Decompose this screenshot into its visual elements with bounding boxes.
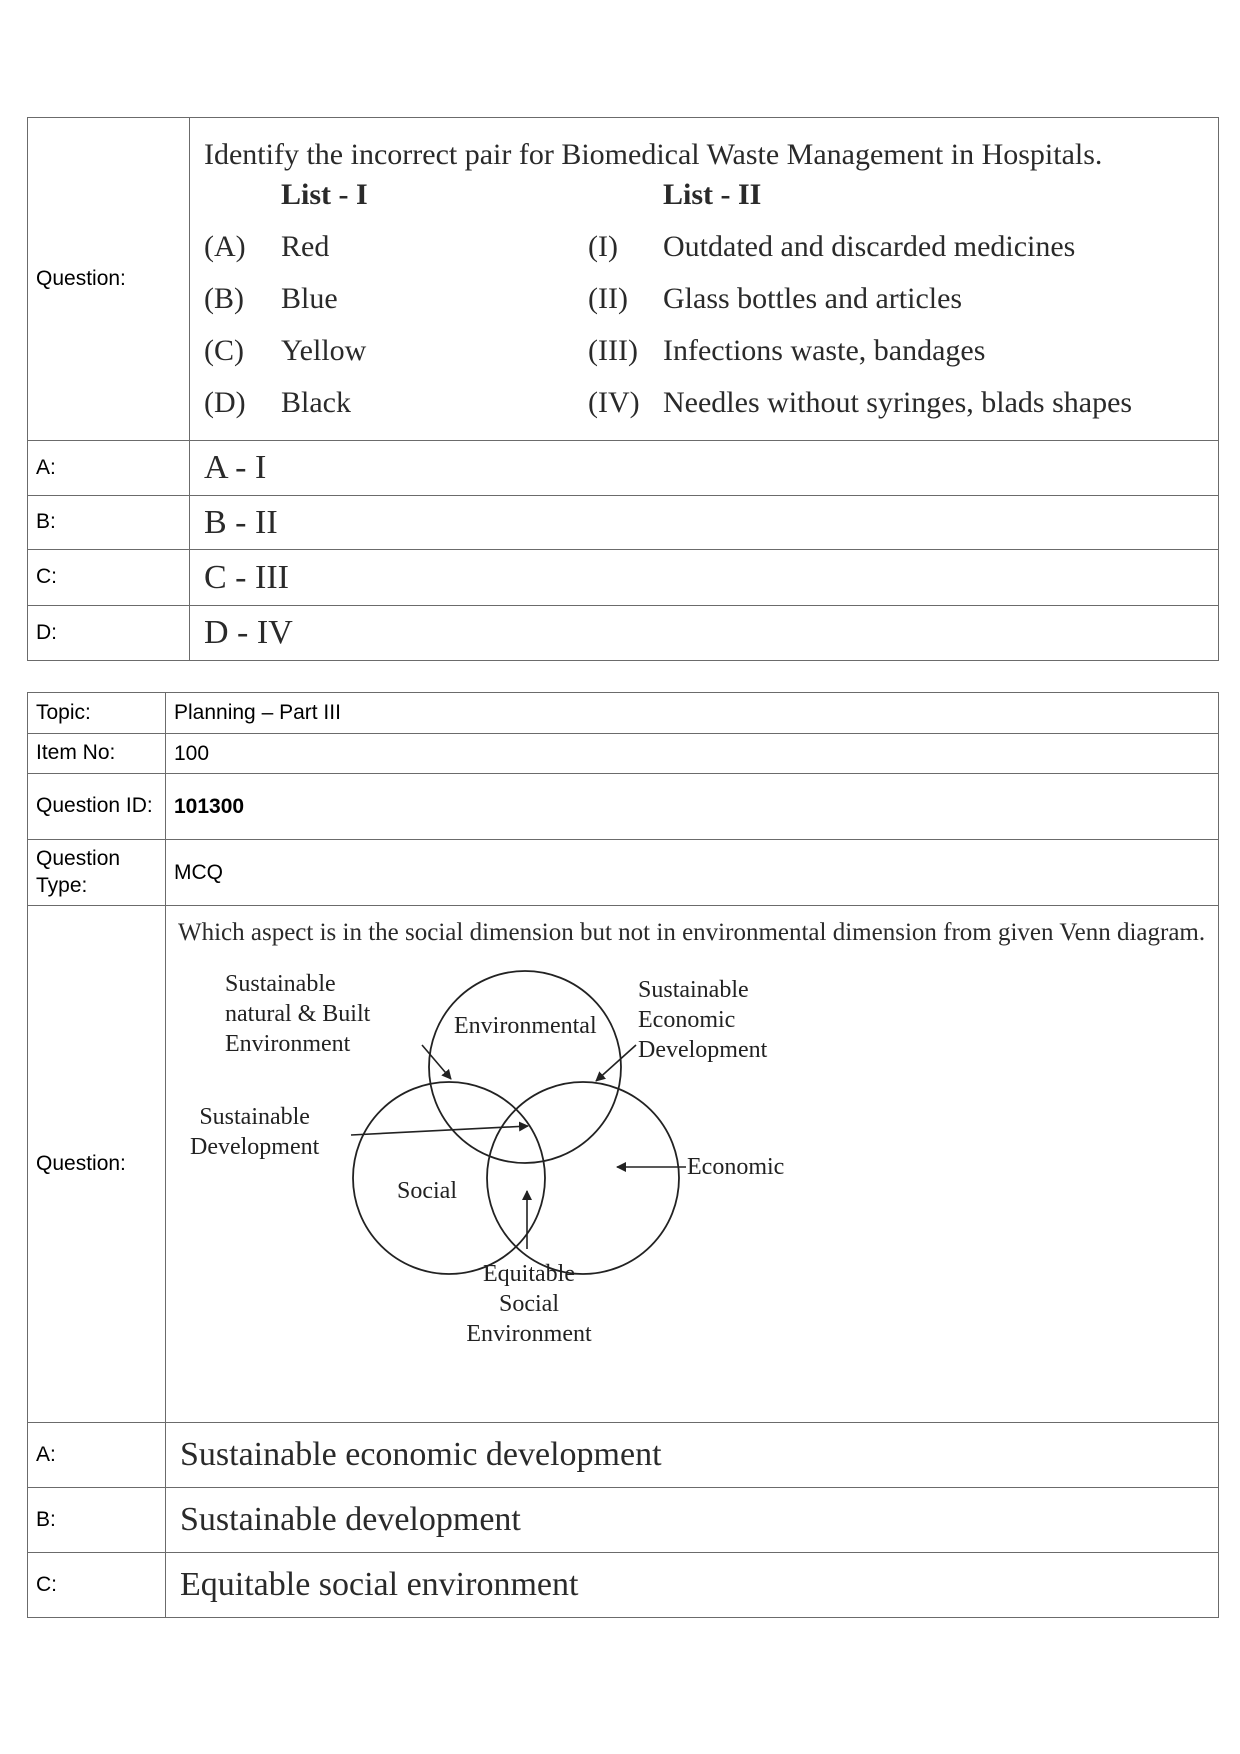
question-2-body: [166, 906, 1219, 1423]
option-label: C:: [28, 550, 190, 606]
question-1-text: Identify the incorrect pair for Biomedical Waste Management in Hospitals.: [204, 138, 1103, 171]
environmental-label: Environmental: [454, 1013, 597, 1039]
option-row[interactable]: [28, 550, 1219, 606]
list-1-value: Black: [281, 386, 351, 419]
question-1-body: [190, 118, 1219, 441]
arrow-sd: [351, 1126, 528, 1135]
arrow-sed: [596, 1045, 636, 1081]
option-label: B:: [28, 496, 190, 550]
list-1-header: List - I: [281, 178, 368, 211]
question-id-value: 101300: [166, 774, 1219, 840]
question-id-label: Question ID:: [28, 774, 166, 840]
option-row[interactable]: [28, 441, 1219, 496]
topic-value: Planning – Part III: [166, 693, 1219, 734]
option-label: A:: [28, 1423, 166, 1488]
list-2-value: Glass bottles and articles: [663, 282, 963, 315]
question-2-table: [27, 692, 1219, 1618]
question-2-text: Which aspect is in the social dimension but not in environmental dimension from given Venn diagram.: [178, 919, 1206, 946]
question-1-table: [27, 117, 1219, 661]
list-2-value: Outdated and discarded medicines: [663, 230, 1076, 263]
list-2-key: (II): [588, 282, 628, 315]
economic-label: Economic: [687, 1154, 785, 1180]
question-type-value: MCQ: [166, 840, 1219, 906]
match-list: [190, 172, 1218, 430]
item-no-value: 100: [166, 734, 1219, 774]
list-2-key: (III): [588, 334, 638, 367]
topic-label: Topic:: [28, 693, 166, 734]
option-row[interactable]: [28, 1488, 1219, 1553]
option-text: Sustainable development: [166, 1488, 1219, 1553]
venn-diagram: [166, 951, 1218, 1391]
list-1-value: Blue: [281, 282, 338, 315]
option-row[interactable]: [28, 1423, 1219, 1488]
list-1-key: (A): [204, 230, 246, 263]
arrow-snbe: [422, 1045, 451, 1079]
option-text: Sustainable economic development: [166, 1423, 1219, 1488]
list-1-value: Yellow: [281, 334, 367, 367]
list-2-key: (I): [588, 230, 618, 263]
option-row[interactable]: [28, 496, 1219, 550]
sed-label: Sustainable Economic Development: [638, 977, 768, 1063]
list-2-value: Needles without syringes, blads shapes: [663, 386, 1133, 419]
option-text: Equitable social environment: [166, 1553, 1219, 1618]
sd-label: Sustainable Development: [190, 1104, 320, 1160]
question-label: Question:: [28, 118, 190, 441]
list-2-value: Infections waste, bandages: [663, 334, 986, 367]
list-2-header: List - II: [663, 178, 762, 211]
list-1-key: (B): [204, 282, 244, 315]
environmental-circle: [429, 971, 621, 1163]
option-label: C:: [28, 1553, 166, 1618]
item-no-label: Item No:: [28, 734, 166, 774]
option-label: B:: [28, 1488, 166, 1553]
list-1-value: Red: [281, 230, 330, 263]
list-1-key: (D): [204, 386, 246, 419]
list-1-key: (C): [204, 334, 244, 367]
question-label: Question:: [28, 906, 166, 1423]
option-row[interactable]: [28, 606, 1219, 661]
snbe-label: Sustainable natural & Built Environment: [225, 971, 371, 1057]
question-type-label: Question Type:: [28, 840, 166, 906]
social-label: Social: [397, 1178, 457, 1204]
option-text: A - I: [190, 441, 1219, 496]
option-text: D - IV: [190, 606, 1219, 661]
option-label: D:: [28, 606, 190, 661]
option-text: B - II: [190, 496, 1219, 550]
option-label: A:: [28, 441, 190, 496]
ese-label: Equitable Social Environment: [466, 1261, 592, 1347]
list-2-key: (IV): [588, 386, 640, 419]
option-text: C - III: [190, 550, 1219, 606]
option-row[interactable]: [28, 1553, 1219, 1618]
economic-circle: [487, 1082, 679, 1274]
